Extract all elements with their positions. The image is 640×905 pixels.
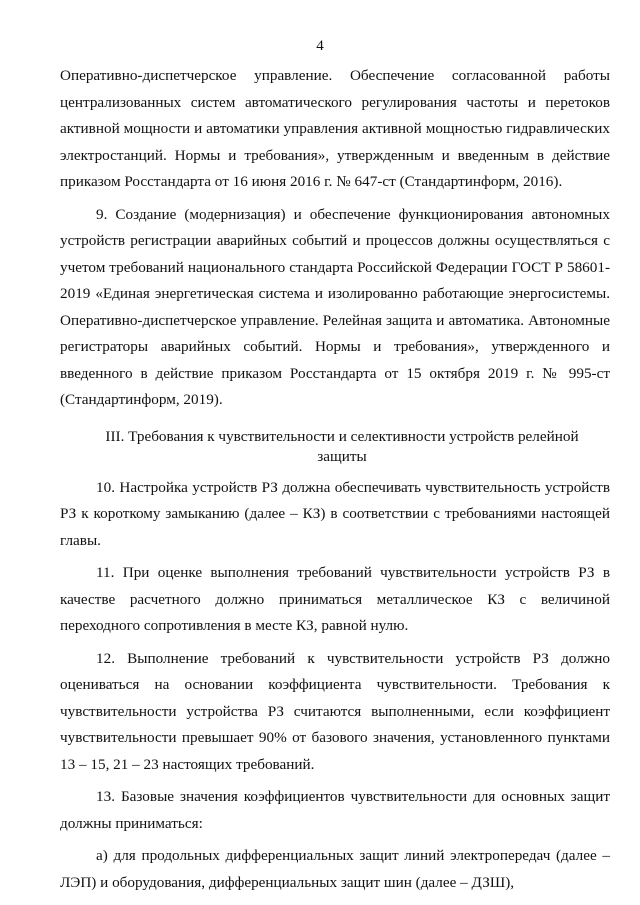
paragraph-10: 10. Настройка устройств РЗ должна обеспечивать чувствительность устройств РЗ к короткому замыканию (далее – КЗ) в соответствии с требованиями настоящей главы.: [60, 478, 610, 549]
paragraph-13a: а) для продольных дифференциальных защит линий электропередач (далее – ЛЭП) и оборудования, дифференциальных защит шин (далее – ДЗШ),: [60, 847, 610, 891]
paragraph-11: 11. При оценке выполнения требований чувствительности устройств РЗ в качестве расчетного должно приниматься металлическое КЗ с величиной переходного сопротивления в месте КЗ, равной нулю.: [60, 564, 610, 634]
paragraph-12: 12. Выполнение требований к чувствительности устройств РЗ должно оцениваться на основании коэффициента чувствительности. Требования к чувствительности устройства РЗ считаются выполненными, если коэффициент чувствительности превышает 90% от базового значения, установленного пунктами 13 – 15, 21 – 23 настоящих требований.: [60, 649, 610, 773]
document-body: [60, 63, 610, 896]
paragraph-13: 13. Базовые значения коэффициентов чувствительности для основных защит должны приниматься:: [60, 788, 610, 832]
paragraph-continuation: Оперативно-диспетчерское управление. Обеспечение согласованной работы централизованных систем автоматического регулирования частоты и перетоков активной мощности и автоматики управления активной мощностью гидравлических электростанций. Нормы и требования», утвержденным и введенным в действие приказом Росстандарта от 16 июня 2016 г. № 647-ст (Стандартинформ, 2016).: [60, 67, 610, 190]
paragraph-9: 9. Создание (модернизация) и обеспечение функционирования автономных устройств регистрации аварийных событий и процессов должны осуществляться с учетом требований национального стандарта Российской Федерации ГОСТ Р 58601-2019 «Единая энергетическая система и изолированно работающие энергосистемы. Оперативно-диспетчерское управление. Релейная защита и автоматика. Автономные регистраторы аварийных событий. Нормы и требования», утвержденного и введенного в действие приказом Росстандарта от 15 октября 2019 г. № 995-ст (Стандартинформ, 2019).: [60, 205, 610, 408]
page-number: 4: [316, 38, 324, 54]
section-heading: III. Требования к чувствительности и селективности устройств релейной защиты: [105, 427, 579, 465]
